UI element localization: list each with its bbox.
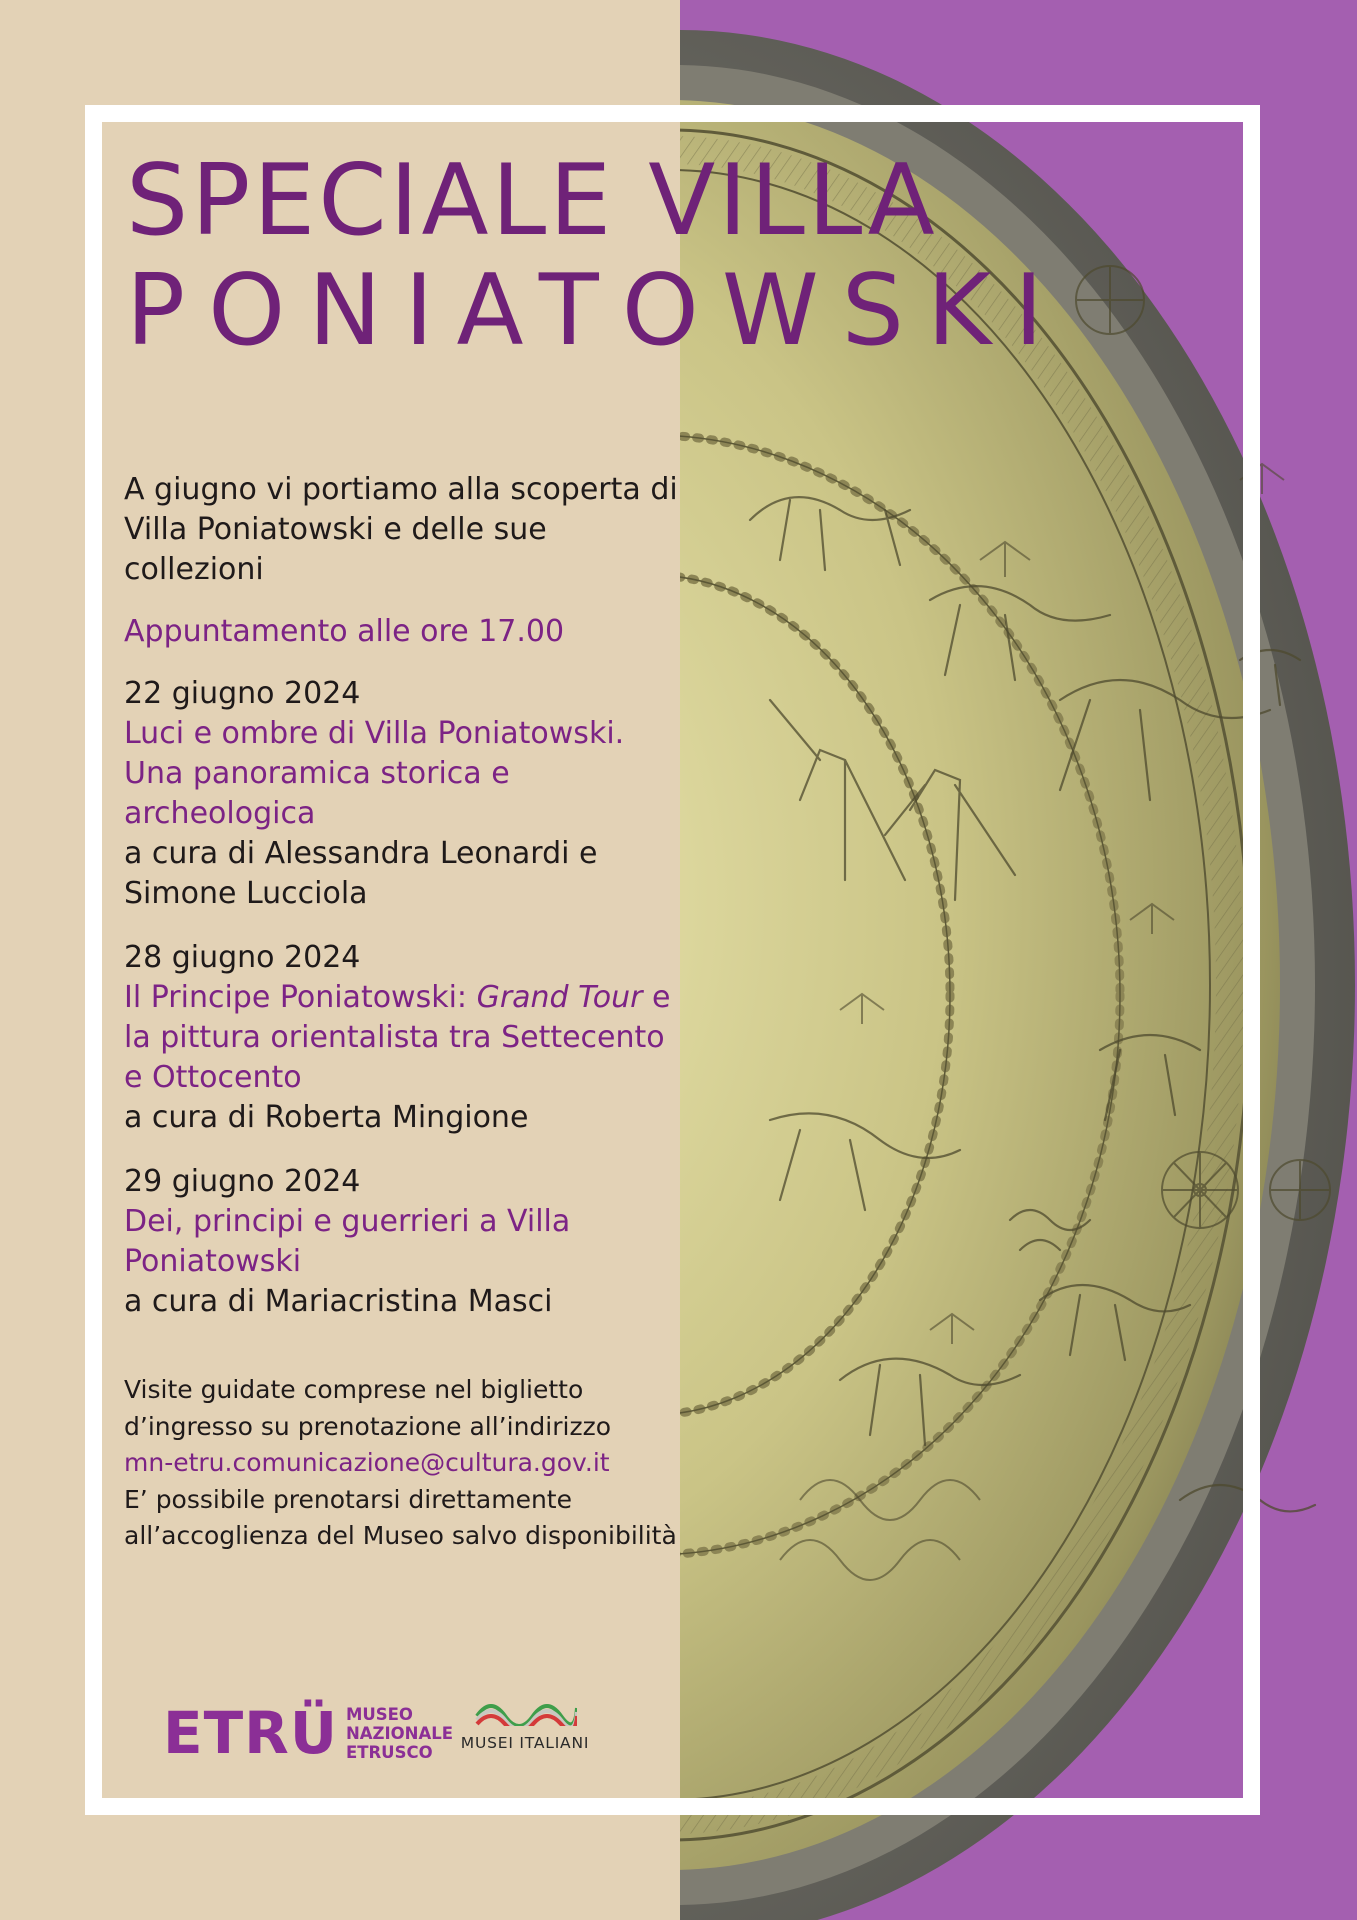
event-date: 28 giugno 2024 [124,940,361,975]
musei-italiani-logo [455,1692,595,1752]
event-curator: a cura di Alessandra Leonardi e Simone Lucciola [124,836,598,911]
etru-logo [163,1700,453,1766]
etru-subtitle-line: MUSEO [345,1704,413,1724]
etru-wordmark: ETRÜ [163,1699,338,1767]
event-title-italic: Grand Tour [476,980,643,1015]
contact-email-link[interactable]: mn-etru.comunicazione@cultura.gov.it [124,1448,610,1477]
poster-content [124,470,684,1555]
event-title-part: Il Principe Poniatowski: [124,980,477,1015]
event-item [124,674,684,914]
etru-subtitle-line: ETRUSCO [345,1742,433,1762]
title-line-2: PONIATOWSKI [126,254,1067,368]
visit-info [124,1372,684,1555]
event-curator: a cura di Roberta Mingione [124,1100,529,1135]
appointment-time: Appuntamento alle ore 17.00 [124,614,565,649]
event-curator: a cura di Mariacristina Masci [124,1284,553,1319]
event-title: Dei, principi e guerrieri a Villa Poniatowski [124,1204,571,1279]
event-item [124,938,684,1138]
visit-info-text: E’ possibile prenotarsi direttamente all’accoglienza del Museo salvo disponibilità [124,1484,677,1550]
visit-info-text: Visite guidate comprese nel biglietto d’ingresso su prenotazione all’indirizzo [124,1375,611,1441]
event-date: 22 giugno 2024 [124,676,361,711]
musei-italiani-label: MUSEI ITALIANI [460,1734,590,1752]
page-title [126,144,1067,368]
event-date: 29 giugno 2024 [124,1164,361,1199]
title-line-1: SPECIALE VILLA [126,144,938,258]
event-item [124,1162,684,1322]
etru-subtitle [346,1705,453,1762]
intro-text: A giugno vi portiamo alla scoperta di Villa Poniatowski e delle sue collezioni [124,472,678,587]
event-title: Luci e ombre di Villa Poniatowski. Una panoramica storica e archeologica [124,716,625,831]
etru-subtitle-line: NAZIONALE [345,1723,454,1743]
logo-bar [163,1692,643,1772]
event-title [124,978,684,1098]
musei-wave-icon [473,1692,577,1726]
event-title-part: e la pittura orientalista tra Settecento e Ottocento [124,980,671,1095]
